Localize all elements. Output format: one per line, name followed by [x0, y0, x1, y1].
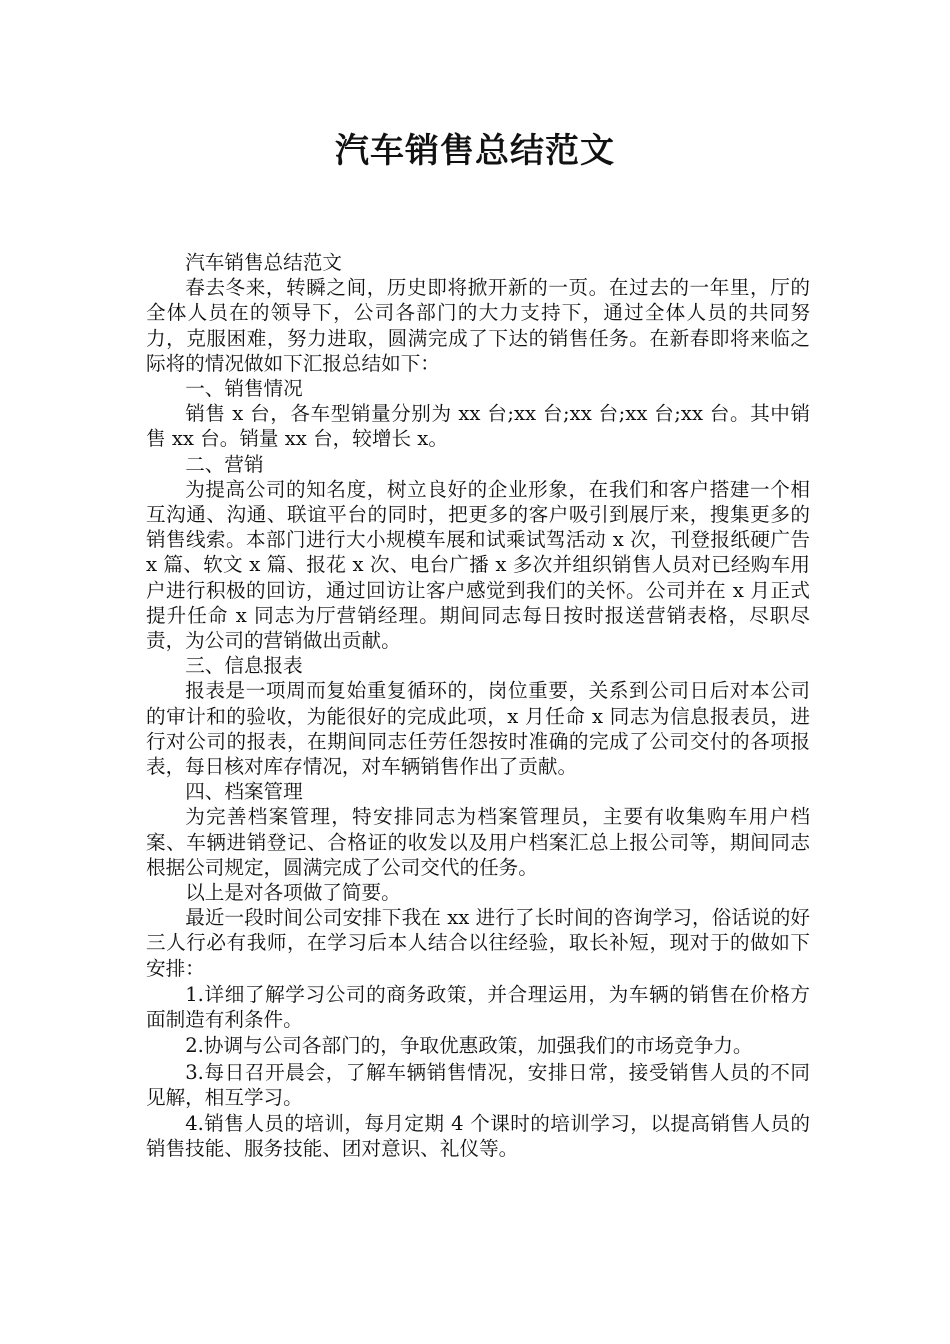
paragraph-marketing: 为提高公司的知名度，树立良好的企业形象，在我们和客户搭建一个相互沟通、沟通、联谊平台的同时，把更多的客户吸引到展厅来，搜集更多的销售线索。本部门进行大小规模车展和试乘试驾活动 x 次，刊登报纸硬广告 x 篇、软文 x 篇、报花 x 次、电台广播 x 多次并组织销售人员对已经购车用户进行积极的回访，通过回访让客户感觉到我们的关怀。公司并在 x 月正式提升任命 x 同志为厅营销经理。期间同志每日按时报送营销表格，尽职尽责，为公司的营销做出贡献。: [146, 477, 810, 653]
paragraph-intro: 春去冬来，转瞬之间，历史即将掀开新的一页。在过去的一年里，厅的全体人员在的领导下，公司各部门的大力支持下，通过全体人员的共同努力，克服困难，努力进取，圆满完成了下达的销售任务。在新春即将来临之际将的情况做如下汇报总结如下：: [146, 276, 810, 375]
section-heading-marketing: 二、营销: [185, 452, 264, 476]
section-heading-archives: 四、档案管理: [185, 780, 303, 804]
paragraph-plan-intro: 最近一段时间公司安排下我在 xx 进行了长时间的咨询学习，俗话说的好三人行必有我师，在学习后本人结合以往经验，取长补短，现对于的做如下安排：: [146, 906, 810, 980]
paragraph-sales: 销售 x 台，各车型销量分别为 xx 台;xx 台;xx 台;xx 台;xx 台。其中销售 xx 台。销量 xx 台，较增长 x。: [146, 402, 810, 451]
document-body: [146, 250, 810, 1161]
section-heading-reports: 三、信息报表: [185, 654, 303, 678]
list-item-2: 2.协调与公司各部门的，争取优惠政策，加强我们的市场竞争力。: [185, 1034, 753, 1058]
paragraph-archives: 为完善档案管理，特安排同志为档案管理员，主要有收集购车用户档案、车辆进销登记、合格证的收发以及用户档案汇总上报公司等，期间同志根据公司规定，圆满完成了公司交代的任务。: [146, 805, 810, 879]
paragraph-summary: 以上是对各项做了简要。: [185, 881, 401, 905]
paragraph-reports: 报表是一项周而复始重复循环的，岗位重要，关系到公司日后对本公司的审计和的验收，为能很好的完成此项，x 月任命 x 同志为信息报表员，进行对公司的报表，在期间同志任劳任怨按时准确的完成了公司交付的各项报表，每日核对库存情况，对车辆销售作出了贡献。: [146, 679, 810, 779]
list-item-4: 4.销售人员的培训，每月定期 4 个课时的培训学习，以提高销售人员的销售技能、服务技能、团对意识、礼仪等。: [146, 1111, 810, 1161]
list-item-3: 3.每日召开晨会，了解车辆销售情况，安排日常，接受销售人员的不同见解，相互学习。: [146, 1060, 810, 1109]
list-item-1: 1.详细了解学习公司的商务政策，并合理运用，为车辆的销售在价格方面制造有利条件。: [146, 982, 810, 1032]
paragraph-doc-heading: 汽车销售总结范文: [185, 251, 342, 274]
document-title: 汽车销售总结范文: [335, 131, 615, 171]
section-heading-sales: 一、销售情况: [185, 377, 303, 401]
